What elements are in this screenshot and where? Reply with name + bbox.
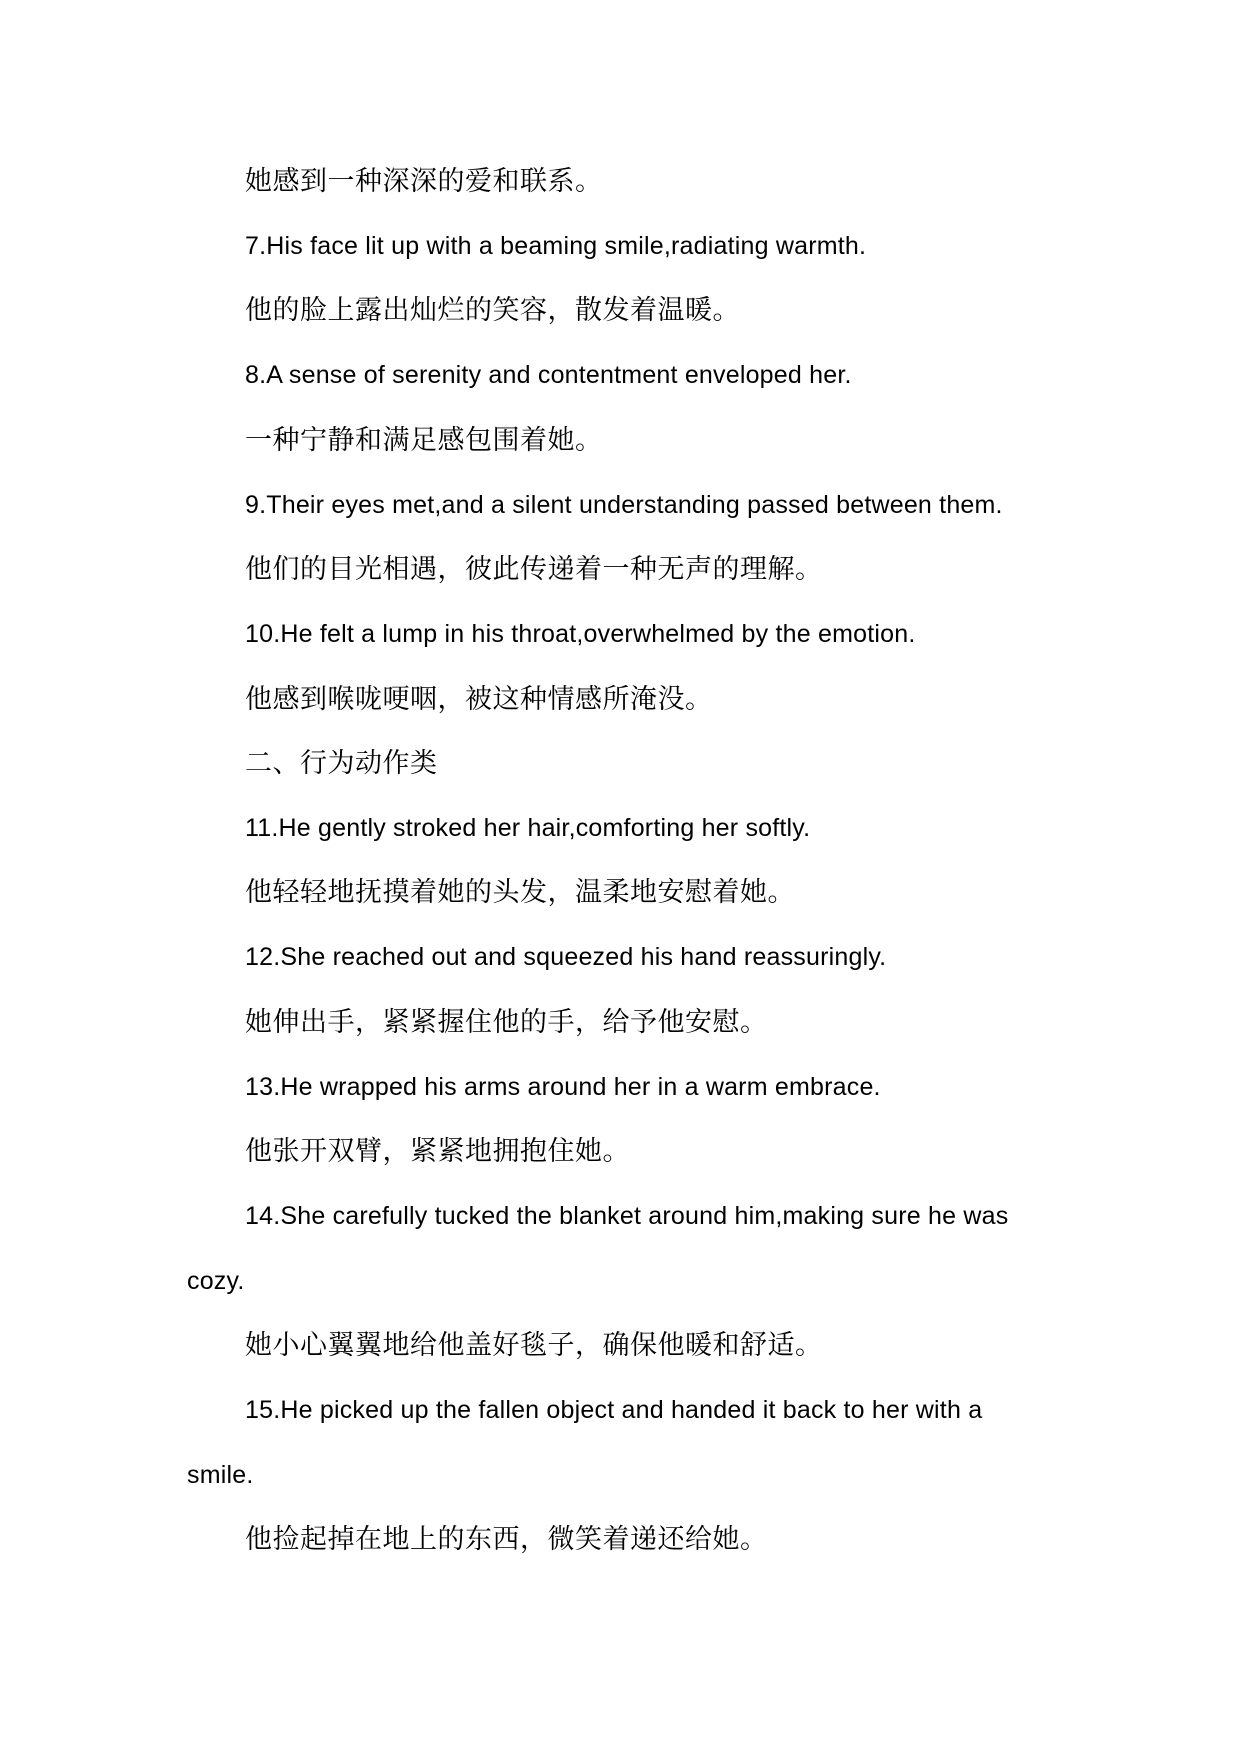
text-line-cn: 他张开双臂，紧紧地拥抱住她。 <box>245 1136 630 1167</box>
text-line-en: 8.A sense of serenity and contentment enveloped her. <box>245 361 852 389</box>
text-line-en: 15.He picked up the fallen object and handed it back to her with a <box>245 1396 983 1424</box>
text-line-cn: 他感到喉咙哽咽，被这种情感所淹没。 <box>245 684 713 715</box>
text-line-en: 12.She reached out and squeezed his hand reassuringly. <box>245 943 887 971</box>
text-line-cn: 他的脸上露出灿烂的笑容，散发着温暖。 <box>245 295 740 326</box>
text-line-en: 9.Their eyes met,and a silent understanding passed between them. <box>245 491 1003 519</box>
text-line-en: 13.He wrapped his arms around her in a warm embrace. <box>245 1073 881 1101</box>
text-line-cn: 他捡起掉在地上的东西，微笑着递还给她。 <box>245 1524 768 1555</box>
text-line-en-continued: cozy. <box>187 1267 245 1295</box>
text-line-en: 14.She carefully tucked the blanket around him,making sure he was <box>245 1202 1009 1230</box>
text-line-cn: 他轻轻地抚摸着她的头发，温柔地安慰着她。 <box>245 877 795 908</box>
text-line-cn: 她小心翼翼地给他盖好毯子，确保他暖和舒适。 <box>245 1330 823 1361</box>
text-line-cn: 她伸出手，紧紧握住他的手，给予他安慰。 <box>245 1007 768 1038</box>
text-line-cn: 她感到一种深深的爱和联系。 <box>245 166 603 197</box>
text-line-cn: 一种宁静和满足感包围着她。 <box>245 425 603 456</box>
text-line-cn: 他们的目光相遇，彼此传递着一种无声的理解。 <box>245 554 823 585</box>
text-line-en: 7.His face lit up with a beaming smile,radiating warmth. <box>245 232 867 260</box>
text-line-en-continued: smile. <box>187 1461 254 1489</box>
text-line-en: 11.He gently stroked her hair,comforting her softly. <box>245 814 811 842</box>
section-heading: 二、行为动作类 <box>245 748 438 779</box>
text-line-en: 10.He felt a lump in his throat,overwhelmed by the emotion. <box>245 620 916 648</box>
